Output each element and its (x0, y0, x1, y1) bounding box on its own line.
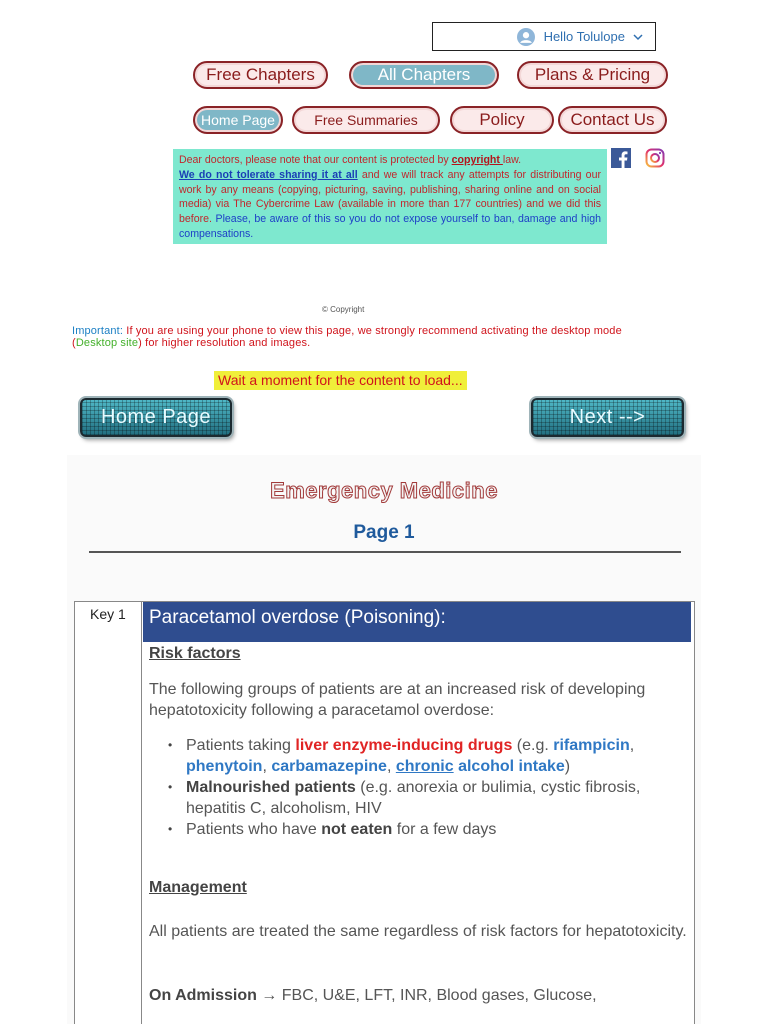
nav-free-chapters[interactable]: Free Chapters (193, 61, 328, 89)
admission-line: On Admission → FBC, U&E, LFT, INR, Blood gases, Glucose, (149, 987, 597, 1004)
risk-list (168, 735, 688, 840)
instagram-icon[interactable] (645, 148, 665, 168)
nav-all-chapters[interactable]: All Chapters (349, 61, 499, 89)
important-label: Important: (72, 325, 127, 337)
nav-contact-us[interactable]: Contact Us (558, 106, 667, 134)
notice-text: law. (502, 154, 522, 166)
notice-text: and we will track any attempts for distributing our work by any means (copying, picturing, saving, publishing, sharing online and on social media) via The Cybercrime Law (available in more than 177 countries) and we did this before. (179, 168, 601, 226)
loading-banner: Wait a moment for the content to load... (214, 371, 467, 390)
notice-underline: We do not tolerate sharing it at all (179, 168, 358, 181)
chevron-down-icon (633, 32, 643, 42)
page-number: Page 1 (353, 522, 415, 543)
management-text: All patients are treated the same regardless of risk factors for hepatotoxicity. (149, 923, 687, 940)
management-title: Management (149, 879, 247, 896)
nav-free-summaries[interactable]: Free Summaries (292, 106, 440, 134)
important-text: If you are using your phone to view this page, we strongly recommend activating the desktop mode ( (72, 325, 622, 349)
key-label: Key 1 (90, 606, 126, 622)
copyright-link[interactable]: copyright (451, 154, 503, 166)
list-item: • Malnourished patients (e.g. anorexia or bulimia, cystic fibrosis, hepatitis C, alcoholism, HIV (168, 777, 688, 819)
nav-plans-pricing[interactable]: Plans & Pricing (517, 61, 668, 89)
next-button[interactable]: Next --> (531, 398, 684, 437)
home-page-button[interactable]: Home Page (80, 398, 232, 437)
divider (89, 551, 681, 553)
topic-heading: Paracetamol overdose (Poisoning): (143, 602, 691, 642)
document-title: Emergency Medicine (270, 478, 498, 503)
user-avatar-icon (517, 28, 535, 46)
risk-factors-title: Risk factors (149, 645, 241, 662)
important-text: ) for higher resolution and images. (138, 337, 311, 349)
copyright-label: © Copyright (322, 305, 365, 314)
nav-policy[interactable]: Policy (450, 106, 554, 134)
notice-text: Dear doctors, please note that our content is protected by (179, 154, 452, 166)
user-menu[interactable] (432, 22, 656, 51)
desktop-site-text: Desktop site (75, 337, 139, 349)
important-note (72, 325, 662, 349)
table-column-divider (141, 601, 142, 1024)
greeting-text: Hello Tolulope (543, 29, 625, 44)
facebook-icon[interactable] (611, 148, 631, 168)
copyright-notice (173, 149, 607, 244)
risk-intro: The following groups of patients are at an increased risk of developing hepatotoxicity following a paracetamol overdose: (149, 681, 646, 719)
nav-home-page[interactable]: Home Page (193, 106, 283, 134)
notice-warning: Please, be aware of this so you do not expose yourself to ban, damage and high compensations. (179, 213, 601, 240)
list-item: • Patients taking liver enzyme-inducing drugs (e.g. rifampicin, phenytoin, carbamazepine, chronic alcohol intake) (168, 735, 688, 777)
list-item: • Patients who have not eaten for a few days (168, 819, 688, 840)
